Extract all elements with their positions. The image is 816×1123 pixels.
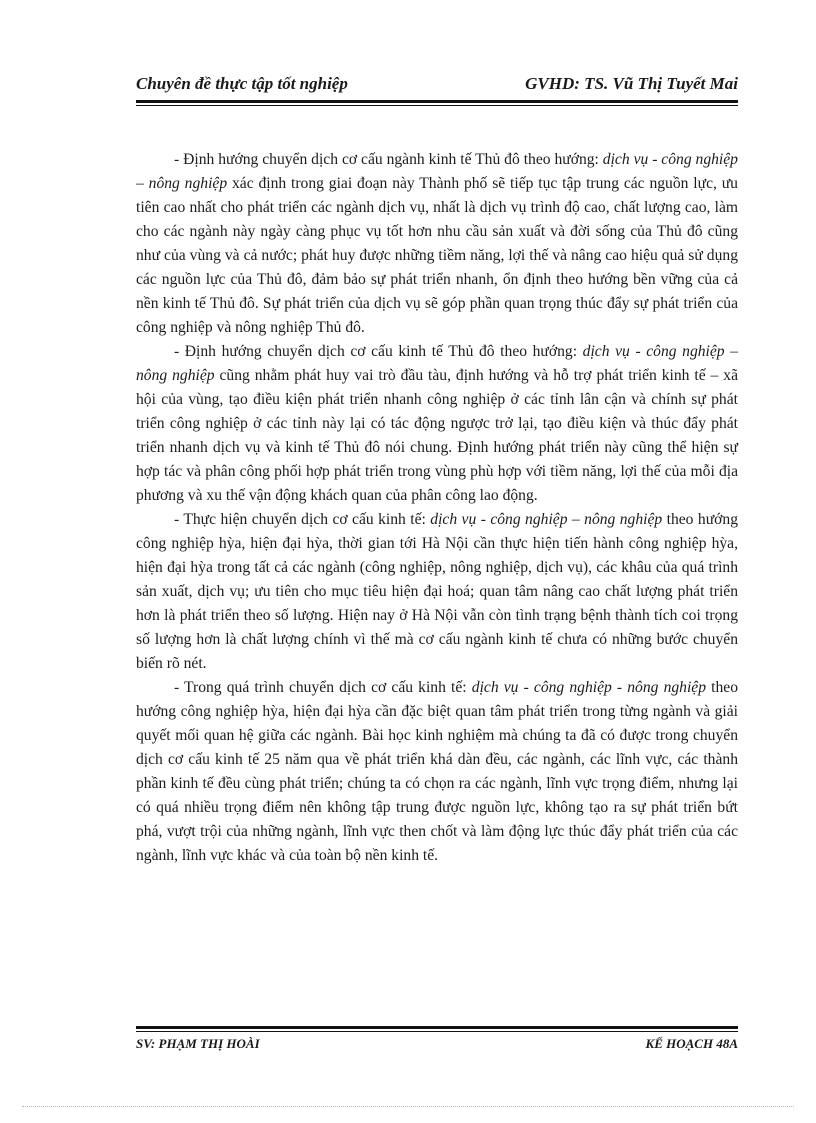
- paragraph-1-body: xác định trong giai đoạn này Thành phố sẽ tiếp tục tập trung các nguồn lực, ưu tiên cao nhất cho phát triển các ngành dịch vụ, nhất là dịch vụ trình độ cao, chất lượng cao, làm cho các ngành này ngày càng phục vụ tốt hơn nhu cầu sản xuất và đời sống của Thủ đô cũng như của vùng và cả nước; phát huy được những tiềm năng, lợi thế và nâng cao hiệu quả sử dụng các nguồn lực của Thủ đô, đảm bảo sự phát triển nhanh, ổn định theo hướng bền vững của cả nền kinh tế Thủ đô. Sự phát triển của dịch vụ sẽ góp phần quan trọng thúc đẩy sự phát triển của công nghiệp và nông nghiệp Thủ đô.: [136, 175, 738, 336]
- footer-divider-thin: [136, 1031, 738, 1032]
- paragraph-3-prefix: - Thực hiện chuyển dịch cơ cấu kinh tế:: [174, 511, 431, 528]
- paragraph-1-prefix: - Định hướng chuyển dịch cơ cấu ngành kinh tế Thủ đô theo hướng:: [174, 151, 603, 168]
- footer-class: KẾ HOẠCH 48A: [645, 1036, 738, 1051]
- paragraph-4: [136, 676, 738, 868]
- header-title: Chuyên đề thực tập tốt nghiệp: [136, 74, 348, 93]
- paragraph-2-body: cũng nhằm phát huy vai trò đầu tàu, định hướng và hỗ trợ phát triển kinh tế – xã hội của vùng, tạo điều kiện phát triển nhanh công nghiệp ở các tỉnh lân cận và chính sự phát triển công nghiệp ở các tỉnh này lại có tác động ngược trở lại, tạo điều kiện và thúc đẩy phát triển nhanh dịch vụ và kinh tế Thủ đô nói chung. Định hướng phát triển này cũng thể hiện sự hợp tác và phân công phối hợp phát triển trong vùng phù hợp với tiềm năng, lợi thế của mỗi địa phương và xu thế vận động khách quan của phân công lao động.: [136, 367, 738, 504]
- document-body: [136, 148, 738, 868]
- paragraph-3: [136, 508, 738, 676]
- paragraph-2-emphasis: dịch vụ - công nghiệp – nông nghiệp: [136, 343, 738, 384]
- paragraph-3-body: theo hướng công nghiệp hỳa, hiện đại hỳa, thời gian tới Hà Nội cần thực hiện tiến hành công nghiệp hỳa, hiện đại hỳa trong tất cả các ngành (công nghiệp, nông nghiệp, dịch vụ), các khâu của quá trình sản xuất, dịch vụ; ưu tiên cho mục tiêu hiện đại hoá; quan tâm nâng cao chất lượng phát triển hơn là phát triển theo số lượng. Hiện nay ở Hà Nội vẫn còn tình trạng bệnh thành tích coi trọng số lượng hơn là chất lượng chính vì thế mà cơ cấu ngành kinh tế chưa có những bước chuyển biến rõ nét.: [136, 511, 738, 672]
- footer-student: SV: PHẠM THỊ HOÀI: [136, 1036, 260, 1051]
- footer-divider-thick: [136, 1026, 738, 1029]
- page-bottom-dotted-line: [22, 1106, 794, 1107]
- page-header: [136, 72, 738, 98]
- header-divider-thin: [136, 105, 738, 106]
- paragraph-2: [136, 340, 738, 508]
- header-divider-thick: [136, 100, 738, 103]
- paragraph-1: [136, 148, 738, 340]
- paragraph-4-prefix: - Trong quá trình chuyển dịch cơ cấu kinh tế:: [174, 679, 472, 696]
- header-supervisor: GVHD: TS. Vũ Thị Tuyết Mai: [525, 74, 738, 93]
- paragraph-3-emphasis: dịch vụ - công nghiệp – nông nghiệp: [430, 511, 663, 528]
- paragraph-2-prefix: - Định hướng chuyển dịch cơ cấu kinh tế Thủ đô theo hướng:: [174, 343, 583, 360]
- paragraph-1-emphasis: dịch vụ - công nghiệp – nông nghiệp: [136, 151, 738, 192]
- page-footer: [136, 1036, 738, 1058]
- paragraph-4-emphasis: dịch vụ - công nghiệp - nông nghiệp: [471, 679, 707, 696]
- paragraph-4-body: theo hướng công nghiệp hỳa, hiện đại hỳa cần đặc biệt quan tâm phát triển trong từng ngành và giải quyết mối quan hệ giữa các ngành. Bài học kinh nghiệm mà chúng ta đã có được trong chuyển dịch cơ cấu kinh tế 25 năm qua về phát triển khá dàn đều, các ngành, các lĩnh vực, các thành phần kinh tế đều cùng phát triển; chúng ta có chọn ra các ngành, lĩnh vực trọng điểm, nhưng lại có quá nhiều trọng điểm nên không tập trung được nguồn lực, không tạo ra sự phát triển bứt phá, vượt trội của những ngành, lĩnh vực then chốt và làm động lực thúc đẩy phát triển của các ngành, lĩnh vực khác và của toàn bộ nền kinh tế.: [136, 679, 739, 864]
